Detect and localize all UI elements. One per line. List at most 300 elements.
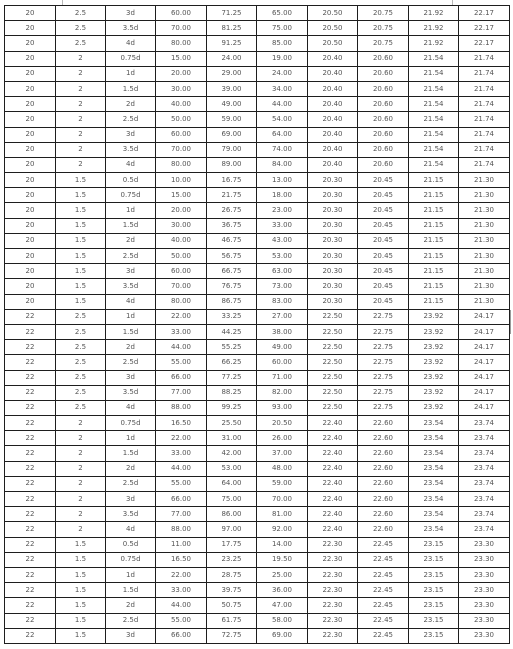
table-cell: 21.74: [459, 66, 510, 81]
table-cell: 22: [5, 431, 56, 446]
table-cell: 20: [5, 279, 56, 294]
table-cell: 20: [5, 81, 56, 96]
table-cell: 33.25: [207, 309, 257, 324]
table-cell: 20.45: [358, 279, 409, 294]
table-cell: 36.75: [207, 218, 257, 233]
table-cell: 22.50: [308, 355, 358, 370]
table-cell: 21.15: [409, 249, 459, 264]
table-row: [5, 583, 510, 598]
table-cell: 3.5d: [106, 507, 156, 522]
table-cell: 20.75: [358, 6, 409, 21]
table-cell: 22.50: [308, 309, 358, 324]
table-cell: 4d: [106, 522, 156, 537]
table-cell: 88.00: [156, 522, 207, 537]
table-cell: 20.45: [358, 264, 409, 279]
table-cell: 53.00: [207, 461, 257, 476]
table-cell: 23.92: [409, 324, 459, 339]
table-cell: 20.45: [358, 294, 409, 309]
table-cell: 27.00: [257, 309, 308, 324]
table-cell: 20.75: [358, 36, 409, 51]
table-cell: 4d: [106, 36, 156, 51]
table-cell: 22.17: [459, 36, 510, 51]
table-cell: 22.30: [308, 552, 358, 567]
table-cell: 60.00: [156, 6, 207, 21]
table-cell: 20: [5, 127, 56, 142]
table-cell: 14.00: [257, 537, 308, 552]
table-cell: 1.5: [56, 173, 106, 188]
table-cell: 19.00: [257, 51, 308, 66]
table-cell: 20.60: [358, 97, 409, 112]
table-cell: 23.74: [459, 461, 510, 476]
table-cell: 15.00: [156, 51, 207, 66]
table-cell: 22.30: [308, 628, 358, 643]
table-cell: 22.50: [308, 324, 358, 339]
table-cell: 4d: [106, 294, 156, 309]
table-cell: 23.30: [459, 613, 510, 628]
table-cell: 23.30: [459, 552, 510, 567]
table-cell: 24.17: [459, 385, 510, 400]
table-cell: 3d: [106, 264, 156, 279]
table-cell: 22.60: [358, 461, 409, 476]
table-cell: 22.40: [308, 461, 358, 476]
table-cell: 20.60: [358, 112, 409, 127]
table-row: [5, 6, 510, 21]
table-row: [5, 173, 510, 188]
table-cell: 86.75: [207, 294, 257, 309]
table-cell: 34.00: [257, 81, 308, 96]
table-cell: 20.40: [308, 127, 358, 142]
table-cell: 3.5d: [106, 21, 156, 36]
table-cell: 93.00: [257, 400, 308, 415]
table-cell: 22: [5, 400, 56, 415]
table-cell: 22.40: [308, 416, 358, 431]
table-cell: 20.45: [358, 249, 409, 264]
table-cell: 3.5d: [106, 142, 156, 157]
table-cell: 0.75d: [106, 51, 156, 66]
table-cell: 20: [5, 112, 56, 127]
table-cell: 89.00: [207, 157, 257, 172]
table-cell: 36.00: [257, 583, 308, 598]
table-cell: 22.75: [358, 324, 409, 339]
table-cell: 20.30: [308, 294, 358, 309]
table-cell: 25.00: [257, 567, 308, 582]
table-cell: 20.40: [308, 142, 358, 157]
table-cell: 44.00: [156, 340, 207, 355]
table-cell: 1d: [106, 431, 156, 446]
table-cell: 20.60: [358, 51, 409, 66]
table-row: [5, 552, 510, 567]
table-cell: 22: [5, 476, 56, 491]
scroll-position-marker: [510, 310, 511, 334]
table-cell: 21.15: [409, 188, 459, 203]
table-cell: 44.00: [156, 598, 207, 613]
table-row: [5, 476, 510, 491]
table-row: [5, 507, 510, 522]
table-cell: 2.5: [56, 340, 106, 355]
table-cell: 2.5: [56, 355, 106, 370]
table-cell: 22: [5, 370, 56, 385]
table-cell: 21.15: [409, 203, 459, 218]
table-cell: 22: [5, 537, 56, 552]
table-cell: 20.00: [156, 203, 207, 218]
table-cell: 22.40: [308, 476, 358, 491]
table-cell: 0.75d: [106, 552, 156, 567]
table-cell: 1.5: [56, 628, 106, 643]
table-cell: 2d: [106, 461, 156, 476]
table-cell: 20.60: [358, 81, 409, 96]
table-row: [5, 567, 510, 582]
table-cell: 82.00: [257, 385, 308, 400]
table-cell: 20.60: [358, 66, 409, 81]
table-cell: 20: [5, 21, 56, 36]
table-cell: 2: [56, 112, 106, 127]
table-cell: 21.30: [459, 233, 510, 248]
table-cell: 1.5d: [106, 218, 156, 233]
table-cell: 20: [5, 218, 56, 233]
table-row: [5, 613, 510, 628]
table-cell: 21.15: [409, 264, 459, 279]
table-cell: 24.17: [459, 370, 510, 385]
table-cell: 66.00: [156, 370, 207, 385]
table-cell: 91.25: [207, 36, 257, 51]
table-cell: 22.75: [358, 355, 409, 370]
table-cell: 0.75d: [106, 416, 156, 431]
table-row: [5, 66, 510, 81]
table-cell: 61.75: [207, 613, 257, 628]
table-row: [5, 81, 510, 96]
table-cell: 20.40: [308, 66, 358, 81]
table-cell: 22.50: [308, 370, 358, 385]
table-cell: 72.75: [207, 628, 257, 643]
table-cell: 22: [5, 567, 56, 582]
table-cell: 0.5d: [106, 173, 156, 188]
table-cell: 23.74: [459, 431, 510, 446]
table-cell: 60.00: [156, 127, 207, 142]
table-cell: 3d: [106, 127, 156, 142]
table-cell: 16.50: [156, 552, 207, 567]
table-cell: 70.00: [156, 279, 207, 294]
table-cell: 18.00: [257, 188, 308, 203]
table-cell: 23.54: [409, 431, 459, 446]
table-row: [5, 233, 510, 248]
table-cell: 21.74: [459, 51, 510, 66]
table-cell: 23.54: [409, 446, 459, 461]
table-cell: 20: [5, 188, 56, 203]
table-cell: 40.00: [156, 97, 207, 112]
table-cell: 80.00: [156, 36, 207, 51]
table-cell: 2: [56, 507, 106, 522]
table-cell: 22.45: [358, 583, 409, 598]
table-row: [5, 51, 510, 66]
table-cell: 30.00: [156, 81, 207, 96]
table-cell: 2.5: [56, 6, 106, 21]
table-cell: 23.74: [459, 522, 510, 537]
table-cell: 23.25: [207, 552, 257, 567]
table-cell: 70.00: [257, 492, 308, 507]
table-cell: 4d: [106, 157, 156, 172]
table-cell: 20.40: [308, 157, 358, 172]
table-cell: 20.50: [257, 416, 308, 431]
table-cell: 76.75: [207, 279, 257, 294]
table-cell: 22: [5, 598, 56, 613]
table-cell: 20.30: [308, 218, 358, 233]
table-row: [5, 157, 510, 172]
table-cell: 22: [5, 385, 56, 400]
table-cell: 22.45: [358, 537, 409, 552]
table-cell: 20.30: [308, 249, 358, 264]
table-row: [5, 416, 510, 431]
table-cell: 49.00: [207, 97, 257, 112]
table-row: [5, 461, 510, 476]
table-cell: 22.40: [308, 446, 358, 461]
table-cell: 20: [5, 203, 56, 218]
table-cell: 20: [5, 233, 56, 248]
table-cell: 39.00: [207, 81, 257, 96]
table-cell: 20: [5, 294, 56, 309]
table-cell: 33.00: [156, 583, 207, 598]
table-cell: 22.60: [358, 492, 409, 507]
table-cell: 22.45: [358, 613, 409, 628]
table-row: [5, 249, 510, 264]
table-row: [5, 309, 510, 324]
table-cell: 20: [5, 51, 56, 66]
table-row: [5, 36, 510, 51]
table-row: [5, 431, 510, 446]
table-cell: 2d: [106, 598, 156, 613]
table-cell: 22: [5, 583, 56, 598]
table-cell: 23.74: [459, 507, 510, 522]
table-cell: 23.15: [409, 537, 459, 552]
table-cell: 2: [56, 157, 106, 172]
table-cell: 29.00: [207, 66, 257, 81]
table-cell: 20: [5, 157, 56, 172]
table-cell: 20.40: [308, 81, 358, 96]
table-cell: 22.75: [358, 400, 409, 415]
table-cell: 22.30: [308, 567, 358, 582]
table-cell: 31.00: [207, 431, 257, 446]
table-cell: 23.54: [409, 492, 459, 507]
table-cell: 1.5: [56, 567, 106, 582]
table-cell: 20.50: [308, 21, 358, 36]
table-cell: 33.00: [156, 324, 207, 339]
table-cell: 22: [5, 613, 56, 628]
table-cell: 23.00: [257, 203, 308, 218]
table-cell: 49.00: [257, 340, 308, 355]
table-cell: 70.00: [156, 21, 207, 36]
table-cell: 99.25: [207, 400, 257, 415]
table-cell: 23.15: [409, 628, 459, 643]
table-cell: 66.25: [207, 355, 257, 370]
table-cell: 21.15: [409, 218, 459, 233]
table-cell: 2.5: [56, 36, 106, 51]
table-cell: 22.75: [358, 309, 409, 324]
table-cell: 66.00: [156, 628, 207, 643]
table-cell: 17.75: [207, 537, 257, 552]
table-cell: 23.15: [409, 567, 459, 582]
table-cell: 66.75: [207, 264, 257, 279]
table-cell: 22.60: [358, 476, 409, 491]
table-cell: 2.5d: [106, 249, 156, 264]
table-cell: 2: [56, 81, 106, 96]
table-row: [5, 385, 510, 400]
table-cell: 22.40: [308, 492, 358, 507]
table-cell: 64.00: [257, 127, 308, 142]
table-cell: 1.5: [56, 264, 106, 279]
table-cell: 38.00: [257, 324, 308, 339]
table-cell: 21.74: [459, 157, 510, 172]
table-row: [5, 264, 510, 279]
table-cell: 20.60: [358, 157, 409, 172]
table-row: [5, 21, 510, 36]
table-cell: 2: [56, 127, 106, 142]
table-cell: 3.5d: [106, 385, 156, 400]
table-row: [5, 446, 510, 461]
table-cell: 1.5: [56, 552, 106, 567]
table-cell: 2: [56, 522, 106, 537]
table-row: [5, 537, 510, 552]
table-cell: 22.30: [308, 613, 358, 628]
table-row: [5, 492, 510, 507]
table-cell: 20.30: [308, 203, 358, 218]
table-cell: 20.45: [358, 203, 409, 218]
table-cell: 22.30: [308, 598, 358, 613]
table-cell: 23.92: [409, 340, 459, 355]
table-cell: 2.5: [56, 400, 106, 415]
table-cell: 75.00: [207, 492, 257, 507]
table-cell: 86.00: [207, 507, 257, 522]
table-cell: 23.92: [409, 400, 459, 415]
table-cell: 2.5: [56, 385, 106, 400]
table-cell: 22: [5, 628, 56, 643]
table-cell: 77.25: [207, 370, 257, 385]
table-cell: 20.40: [308, 112, 358, 127]
table-row: [5, 188, 510, 203]
table-cell: 20: [5, 6, 56, 21]
table-cell: 92.00: [257, 522, 308, 537]
table-cell: 22.30: [308, 583, 358, 598]
table-cell: 20.45: [358, 233, 409, 248]
table-cell: 1.5: [56, 249, 106, 264]
table-cell: 22: [5, 461, 56, 476]
table-cell: 1.5: [56, 279, 106, 294]
table-cell: 24.17: [459, 309, 510, 324]
table-cell: 23.74: [459, 492, 510, 507]
table-cell: 66.00: [156, 492, 207, 507]
table-cell: 58.00: [257, 613, 308, 628]
table-cell: 20: [5, 36, 56, 51]
table-cell: 21.15: [409, 233, 459, 248]
table-cell: 15.00: [156, 188, 207, 203]
table-cell: 22.00: [156, 431, 207, 446]
table-cell: 23.54: [409, 507, 459, 522]
table-row: [5, 598, 510, 613]
table-cell: 85.00: [257, 36, 308, 51]
table-cell: 2d: [106, 97, 156, 112]
table-cell: 2: [56, 492, 106, 507]
table-cell: 22: [5, 522, 56, 537]
table-cell: 55.25: [207, 340, 257, 355]
table-cell: 59.00: [257, 476, 308, 491]
table-cell: 1d: [106, 309, 156, 324]
table-cell: 88.25: [207, 385, 257, 400]
table-cell: 1d: [106, 567, 156, 582]
table-cell: 1.5: [56, 203, 106, 218]
table-cell: 20.30: [308, 264, 358, 279]
table-cell: 40.00: [156, 233, 207, 248]
table-cell: 2: [56, 142, 106, 157]
table-cell: 2.5d: [106, 355, 156, 370]
table-cell: 23.74: [459, 416, 510, 431]
table-cell: 2d: [106, 340, 156, 355]
table-cell: 22: [5, 309, 56, 324]
table-cell: 23.15: [409, 583, 459, 598]
table-cell: 22: [5, 355, 56, 370]
table-cell: 1.5: [56, 598, 106, 613]
table-cell: 44.00: [257, 97, 308, 112]
table-cell: 2.5: [56, 324, 106, 339]
table-cell: 21.15: [409, 173, 459, 188]
table-cell: 23.54: [409, 476, 459, 491]
table-cell: 20.30: [308, 173, 358, 188]
table-cell: 20.00: [156, 66, 207, 81]
table-cell: 20.60: [358, 142, 409, 157]
table-cell: 21.74: [459, 81, 510, 96]
table-cell: 20.45: [358, 173, 409, 188]
table-cell: 22.50: [308, 385, 358, 400]
table-cell: 71.25: [207, 6, 257, 21]
table-cell: 22.30: [308, 537, 358, 552]
table-cell: 22.40: [308, 522, 358, 537]
table-cell: 2d: [106, 233, 156, 248]
table-cell: 81.25: [207, 21, 257, 36]
table-cell: 21.30: [459, 173, 510, 188]
table-cell: 23.54: [409, 416, 459, 431]
table-cell: 13.00: [257, 173, 308, 188]
table-cell: 21.54: [409, 112, 459, 127]
table-cell: 22.00: [156, 567, 207, 582]
table-cell: 3.5d: [106, 279, 156, 294]
table-cell: 20.30: [308, 233, 358, 248]
table-cell: 20: [5, 66, 56, 81]
table-cell: 21.54: [409, 142, 459, 157]
table-cell: 54.00: [257, 112, 308, 127]
table-cell: 21.54: [409, 97, 459, 112]
table-cell: 2.5d: [106, 112, 156, 127]
table-row: [5, 218, 510, 233]
table-row: [5, 628, 510, 643]
table-cell: 73.00: [257, 279, 308, 294]
table-cell: 20.60: [358, 127, 409, 142]
table-cell: 21.30: [459, 294, 510, 309]
table-cell: 0.5d: [106, 537, 156, 552]
table-cell: 21.54: [409, 51, 459, 66]
table-cell: 20.50: [308, 6, 358, 21]
table-cell: 1.5: [56, 583, 106, 598]
table-cell: 2.5: [56, 309, 106, 324]
table-cell: 50.75: [207, 598, 257, 613]
table-row: [5, 324, 510, 339]
table-cell: 23.15: [409, 613, 459, 628]
table-cell: 22: [5, 416, 56, 431]
table-cell: 24.00: [207, 51, 257, 66]
table-cell: 24.17: [459, 355, 510, 370]
table-cell: 24.17: [459, 324, 510, 339]
table-cell: 55.00: [156, 355, 207, 370]
table-row: [5, 522, 510, 537]
table-cell: 2.5d: [106, 476, 156, 491]
table-cell: 1.5d: [106, 81, 156, 96]
table-cell: 3d: [106, 370, 156, 385]
